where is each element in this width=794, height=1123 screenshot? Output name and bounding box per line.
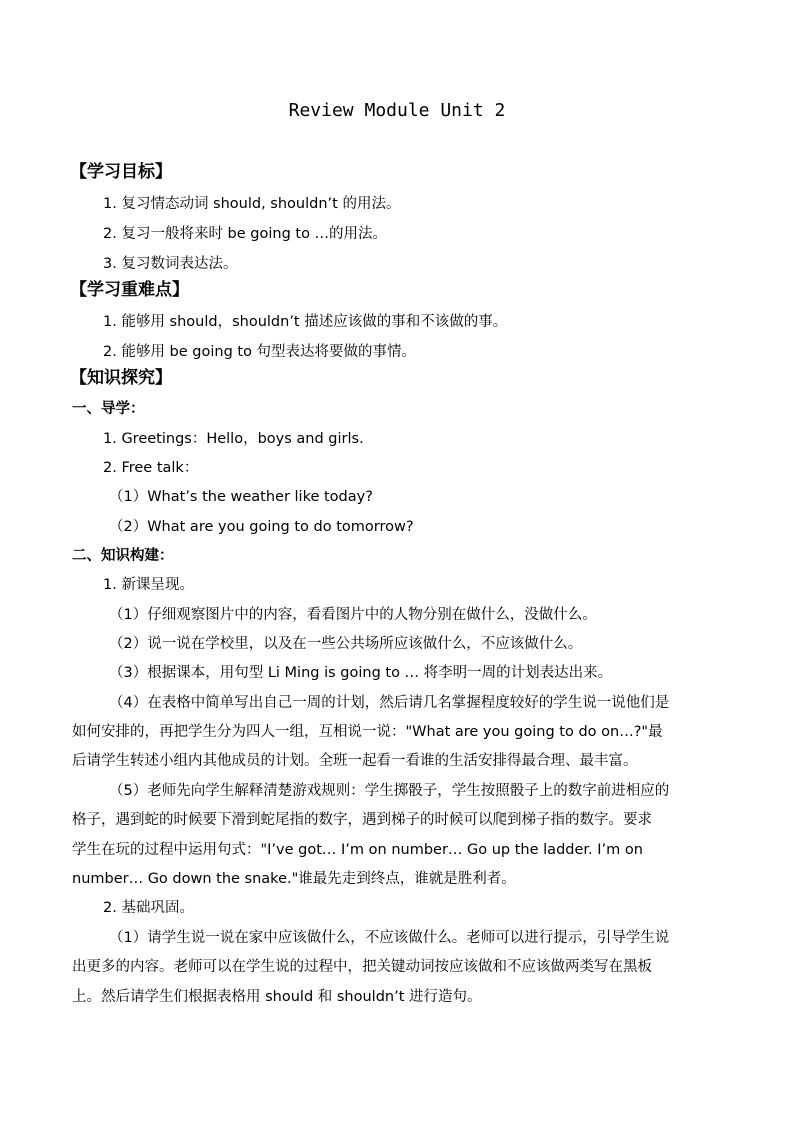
construction-step-4-line-1: （4）在表格中简单写出自己一周的计划，然后请几名掌握程度较好的学生说一说他们是 xyxy=(109,695,670,711)
subheading-construction: 二、知识构建： xyxy=(72,548,174,564)
guide-question-2: （2）What are you going to do tomorrow? xyxy=(109,519,414,535)
construction-step-5-line-3: 学生在玩的过程中运用句式："I’ve got… I’m on number… Go up the ladder. I’m on xyxy=(72,842,643,858)
construction-step-3: （3）根据课本，用句型 Li Ming is going to … 将李明一周的计划表达出来。 xyxy=(109,665,613,681)
construction-step-1: （1）仔细观察图片中的内容，看看图片中的人物分别在做什么，没做什么。 xyxy=(109,607,597,623)
objective-3: 3. 复习数词表达法。 xyxy=(103,256,238,272)
consolidation-step-1-line-1: （1）请学生说一说在家中应该做什么，不应该做什么。老师可以进行提示，引导学生说 xyxy=(109,930,670,946)
consolidation-step-1-line-3: 上。然后请学生们根据表格用 should 和 shouldn’t 进行造句。 xyxy=(72,989,482,1005)
page-title: Review Module Unit 2 xyxy=(288,100,506,121)
subheading-guide: 一、导学： xyxy=(72,401,145,417)
guide-item-2: 2. Free talk： xyxy=(103,460,199,476)
construction-step-2: （2）说一说在学校里，以及在一些公共场所应该做什么，不应该做什么。 xyxy=(109,636,583,652)
construction-step-5-line-4: number… Go down the snake."谁最先走到终点，谁就是胜利者。 xyxy=(72,871,516,887)
construction-step-4-line-2: 如何安排的，再把学生分为四人一组，互相说一说："What are you going to do on…?"最 xyxy=(72,724,663,740)
construction-step-5-line-1: （5）老师先向学生解释清楚游戏规则：学生掷骰子，学生按照骰子上的数字前进相应的 xyxy=(109,783,670,799)
section-heading-objectives: 【学习目标】 xyxy=(70,162,172,182)
section-heading-exploration: 【知识探究】 xyxy=(70,368,172,388)
construction-step-5-line-2: 格子，遇到蛇的时候要下滑到蛇尾指的数字，遇到梯子的时候可以爬到梯子指的数字。要求 xyxy=(72,812,652,828)
key-point-2: 2. 能够用 be going to 句型表达将要做的事情。 xyxy=(103,344,417,360)
section-heading-key-points: 【学习重难点】 xyxy=(70,280,189,300)
objective-2: 2. 复习一般将来时 be going to …的用法。 xyxy=(103,226,388,242)
guide-item-1: 1. Greetings：Hello，boys and girls. xyxy=(103,431,364,447)
construction-step-4-line-3: 后请学生转述小组内其他成员的计划。全班一起看一看谁的生活安排得最合理、最丰富。 xyxy=(72,753,638,769)
objective-1: 1. 复习情态动词 should, shouldn’t 的用法。 xyxy=(103,196,401,212)
consolidation-item: 2. 基础巩固。 xyxy=(103,900,194,916)
key-point-1: 1. 能够用 should，shouldn’t 描述应该做的事和不该做的事。 xyxy=(103,314,508,330)
consolidation-step-1-line-2: 出更多的内容。老师可以在学生说的过程中，把关键动词按应该做和不应该做两类写在黑板 xyxy=(72,959,652,975)
construction-item-1: 1. 新课呈现。 xyxy=(103,577,194,593)
guide-question-1: （1）What’s the weather like today? xyxy=(109,489,373,505)
